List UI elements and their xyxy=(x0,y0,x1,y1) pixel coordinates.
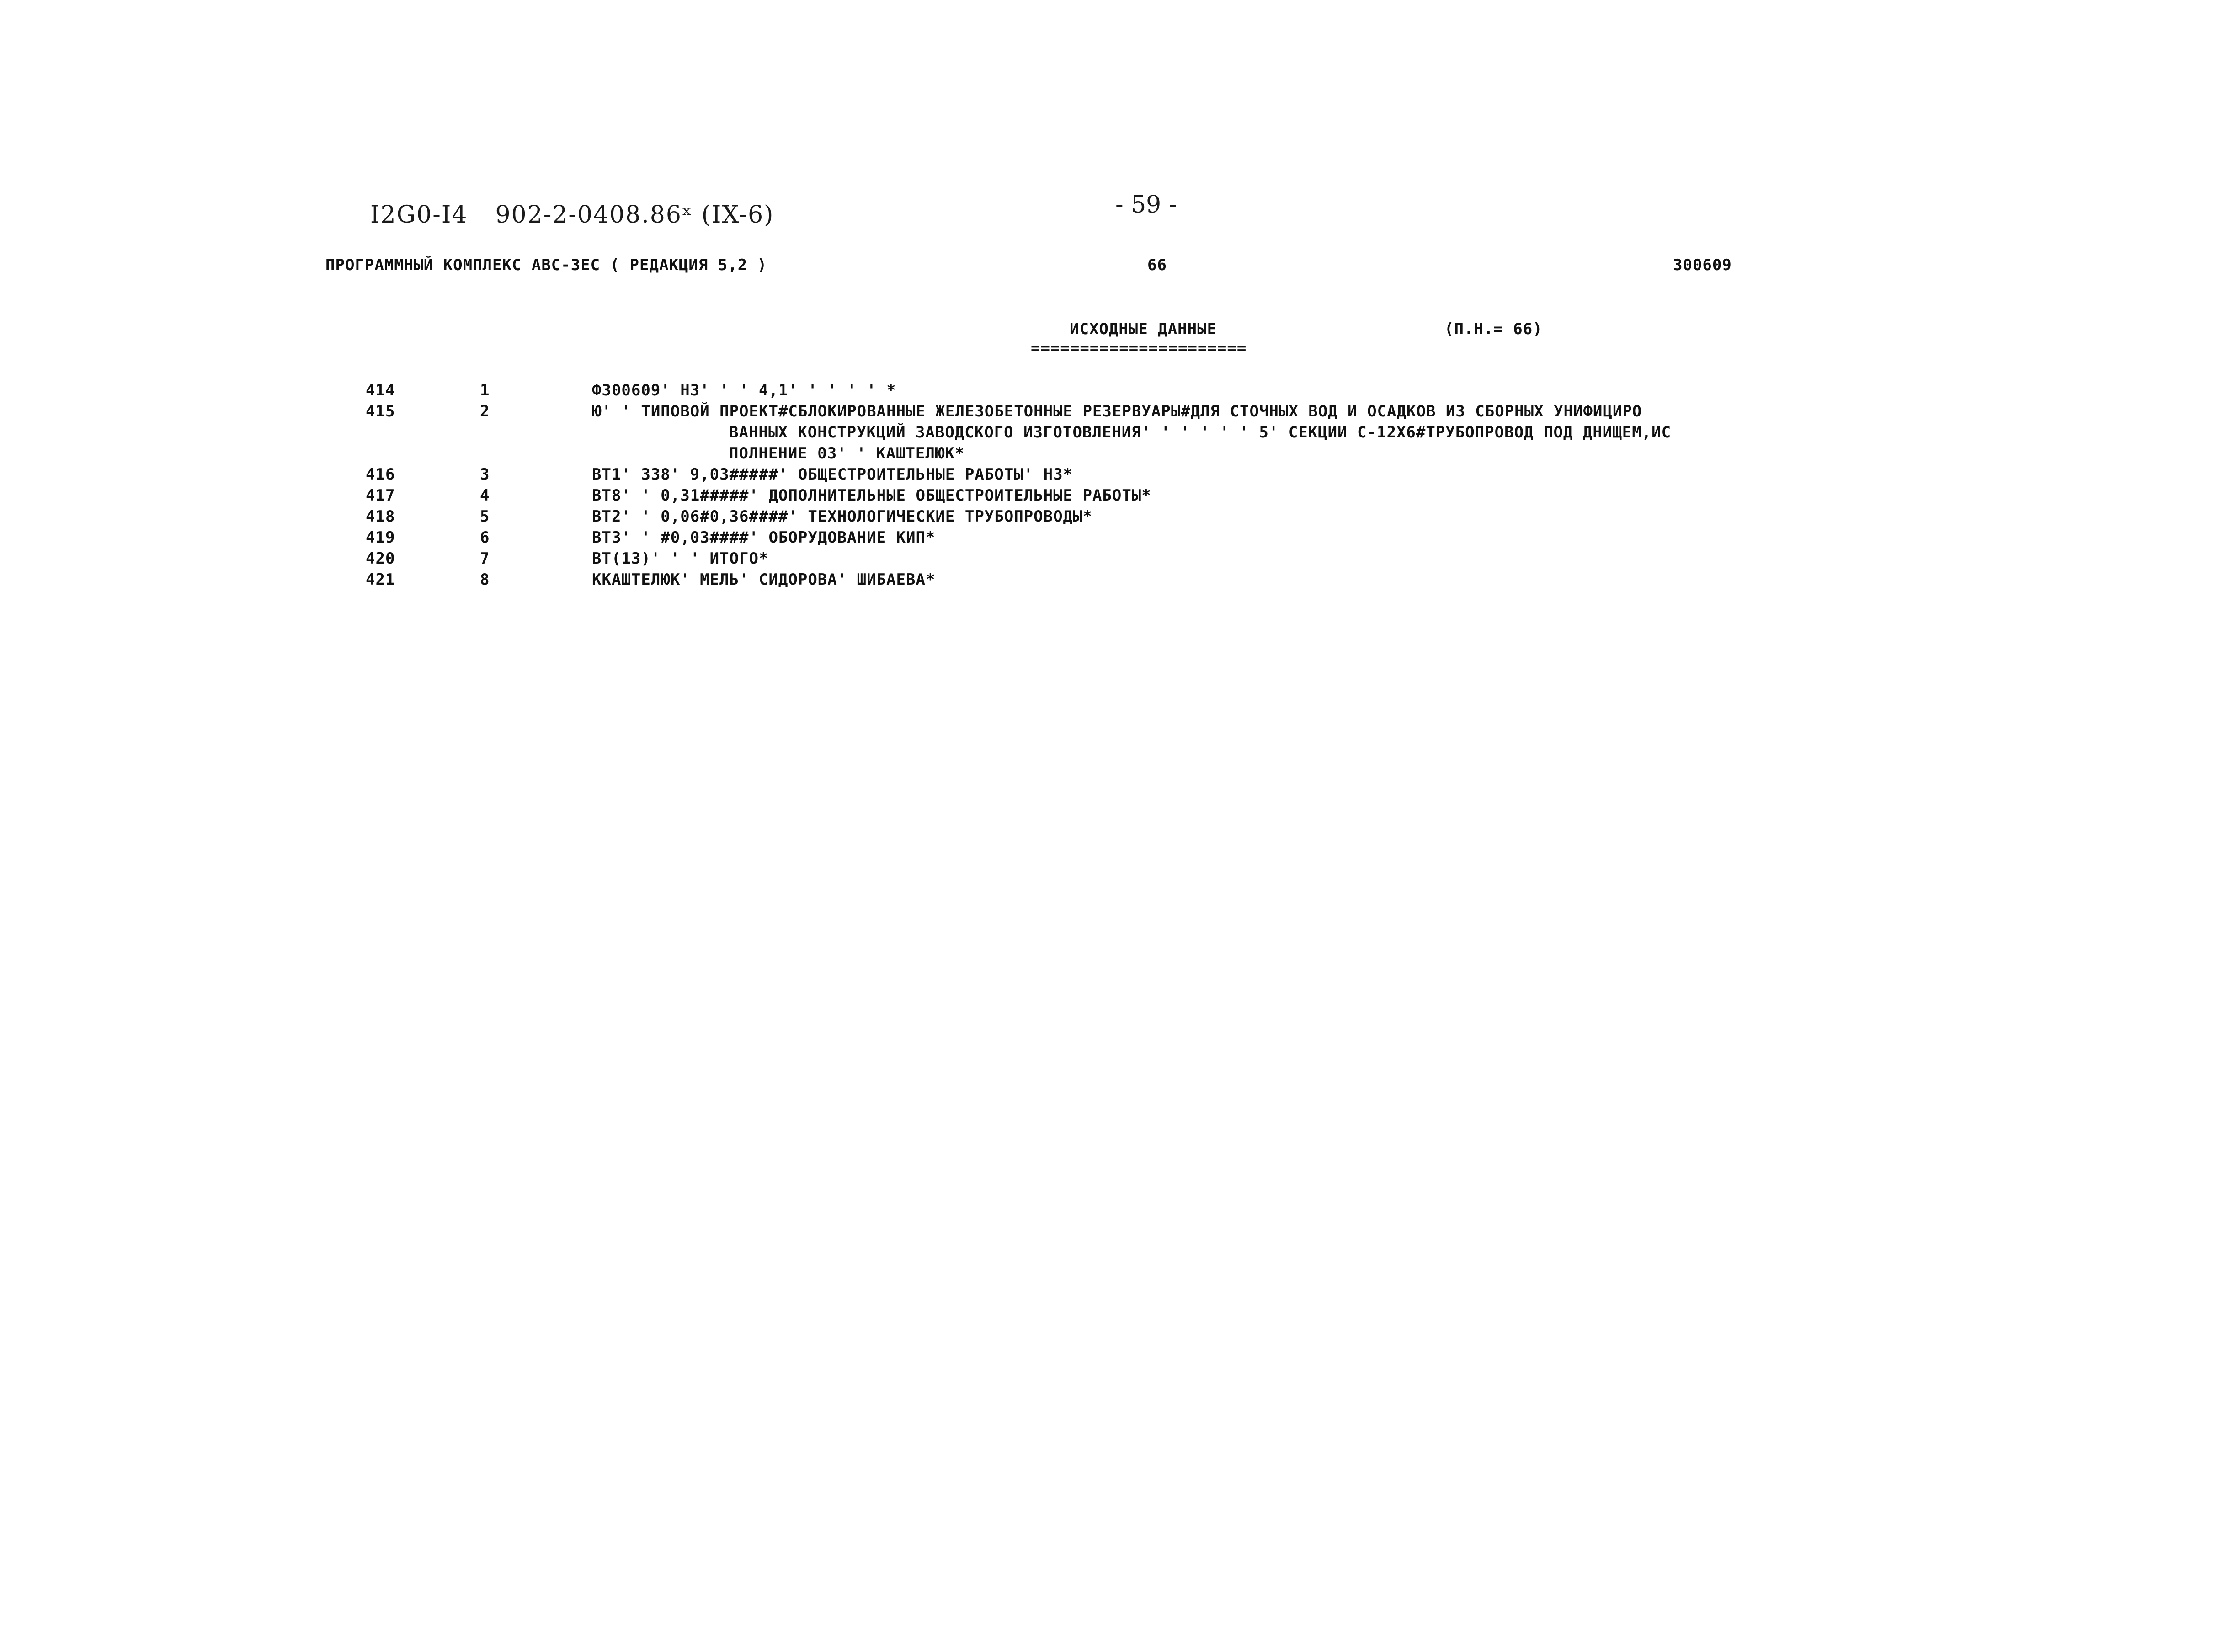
section-meta: (П.Н.= 66) xyxy=(1444,320,1543,338)
row-sequence: 417 xyxy=(366,486,395,505)
row-sequence: 418 xyxy=(366,507,395,526)
row-sequence: 414 xyxy=(366,381,395,400)
row-text: ВТ2' ' 0,06#0,36####' ТЕХНОЛОГИЧЕСКИЕ ТРУБОПРОВОДЫ* xyxy=(592,507,1092,526)
sheet-number: 66 xyxy=(1147,256,1167,274)
row-sequence: 416 xyxy=(366,465,395,484)
row-number: 8 xyxy=(480,570,490,589)
stamp-code: 902-2-0408.86ˣ (IX-6) xyxy=(495,201,774,229)
row-text: ВТ8' ' 0,31#####' ДОПОЛНИТЕЛЬНЫЕ ОБЩЕСТРОИТЕЛЬНЫЕ РАБОТЫ* xyxy=(592,486,1151,505)
row-sequence: 415 xyxy=(366,402,395,421)
row-text: Ю' ' ТИПОВОЙ ПРОЕКТ#СБЛОКИРОВАННЫЕ ЖЕЛЕЗОБЕТОННЫЕ РЕЗЕРВУАРЫ#ДЛЯ СТОЧНЫХ ВОД И ОСАДКОВ ИЗ СБОРНЫХ УНИФИЦИРО xyxy=(592,402,1642,421)
stamp-id: I2G0-I4 xyxy=(370,201,468,229)
document-stamp xyxy=(370,201,774,229)
row-sequence: 421 xyxy=(366,570,395,589)
row-number: 3 xyxy=(480,465,490,484)
row-number: 6 xyxy=(480,528,490,547)
program-header: ПРОГРАММНЫЙ КОМПЛЕКС АВС-3ЕС ( РЕДАКЦИЯ 5,2 ) xyxy=(325,256,767,274)
row-text: ВТ3' ' #0,03####' ОБОРУДОВАНИЕ КИП* xyxy=(592,528,936,547)
row-text: ПОЛНЕНИЕ 03' ' КАШТЕЛЮК* xyxy=(729,444,965,463)
row-text: ВТ(13)' ' ' ИТОГО* xyxy=(592,549,769,568)
row-number: 1 xyxy=(480,381,490,400)
row-number: 7 xyxy=(480,549,490,568)
row-number: 4 xyxy=(480,486,490,505)
section-underline: ====================== xyxy=(1031,339,1247,357)
row-sequence: 420 xyxy=(366,549,395,568)
row-text: ВАННЫХ КОНСТРУКЦИЙ ЗАВОДСКОГО ИЗГОТОВЛЕНИЯ' ' ' ' ' ' 5' СЕКЦИИ С-12Х6#ТРУБОПРОВОД ПОД ДНИЩЕМ,ИС xyxy=(729,423,1672,442)
section-title: ИСХОДНЫЕ ДАННЫЕ xyxy=(1070,320,1217,338)
row-text: ВТ1' 338' 9,03#####' ОБЩЕСТРОИТЕЛЬНЫЕ РАБОТЫ' НЗ* xyxy=(592,465,1073,484)
page-number: - 59 - xyxy=(1115,191,1177,218)
row-text: ККАШТЕЛЮК' МЕЛЬ' СИДОРОВА' ШИБАЕВА* xyxy=(592,570,936,589)
document-code: 300609 xyxy=(1673,256,1732,274)
row-number: 5 xyxy=(480,507,490,526)
row-text: Ф300609' НЗ' ' ' 4,1' ' ' ' ' * xyxy=(592,381,896,400)
row-number: 2 xyxy=(480,402,490,421)
row-sequence: 419 xyxy=(366,528,395,547)
